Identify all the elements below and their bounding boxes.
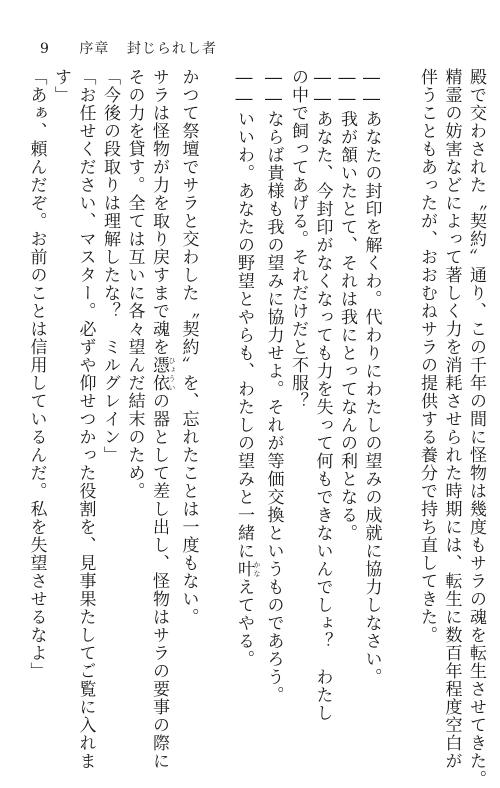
page-number: 9	[40, 41, 50, 57]
ruby-annotation: 叶 かな	[234, 560, 261, 578]
chapter-label: 序章	[79, 41, 110, 57]
dialogue-line: 「お任せください、マスター。必ずや仰せつかった役割を、見事果たしてご覧に入れま	[75, 68, 96, 770]
page-header	[40, 38, 217, 58]
text-line: かつて祭壇でサラと交わした〝契約〟を、忘れたことは一度もない。	[178, 68, 199, 626]
text-line: 殿で交わされた〝契約〟通り、この千年の間に怪物は幾度もサラの魂を転生させてきた。	[466, 68, 486, 788]
ruby-annotation: 憑依 ひょうい	[149, 356, 176, 392]
dialogue-line: ――いいわ。あなたの野望とやらも、わたしの望みと一緒に叶 かなえてやる。	[234, 68, 261, 668]
text-line: その力を貸す。全ては互いに各々望んだ結末のため。	[124, 68, 145, 500]
dialogue-line: の中で飼ってあげる。それだけだと不服？	[288, 68, 308, 410]
paragraph-gap	[384, 68, 415, 680]
dialogue-line: ――ならば貴様も我の望みに協力せよ。それが等価交換というものであろう。	[263, 68, 284, 704]
text-line: サラは怪物が力を取り戻すまで魂を憑依 ひょういの器として差し出し、怪物はサラの要事の際に	[149, 68, 176, 770]
dialogue-line: 「今後の段取りは理解したな？ ミルグレイン」	[100, 68, 120, 464]
dialogue-line: ――我が頷いたとて、それは我にとってなんの利となる。	[337, 68, 357, 542]
chapter-title: 封じられし者	[126, 41, 217, 57]
dialogue-line: 「あぁ、頼んだぞ。お前のことは信用しているんだ。私を失望させるなよ」	[26, 68, 47, 680]
text-line: 精霊の妨害などによって著しく力を消耗させられた時期には、転生に数百年程度空白が	[441, 68, 462, 770]
paragraph-gap	[201, 68, 232, 680]
dialogue-line: ――あなた、今封印がなくなっても力を失って何もできないんでしょ？ わたし	[312, 68, 333, 722]
text-line: 伴うこともあったが、おおむねサラの提供する養分で持ち直してきた。	[417, 68, 437, 644]
vertical-body-text	[26, 68, 488, 788]
dialogue-line: す」	[51, 68, 71, 104]
dialogue-line: ――あなたの封印を解くわ。代わりにわたしの望みの成就に協力しなさい。	[361, 68, 382, 686]
